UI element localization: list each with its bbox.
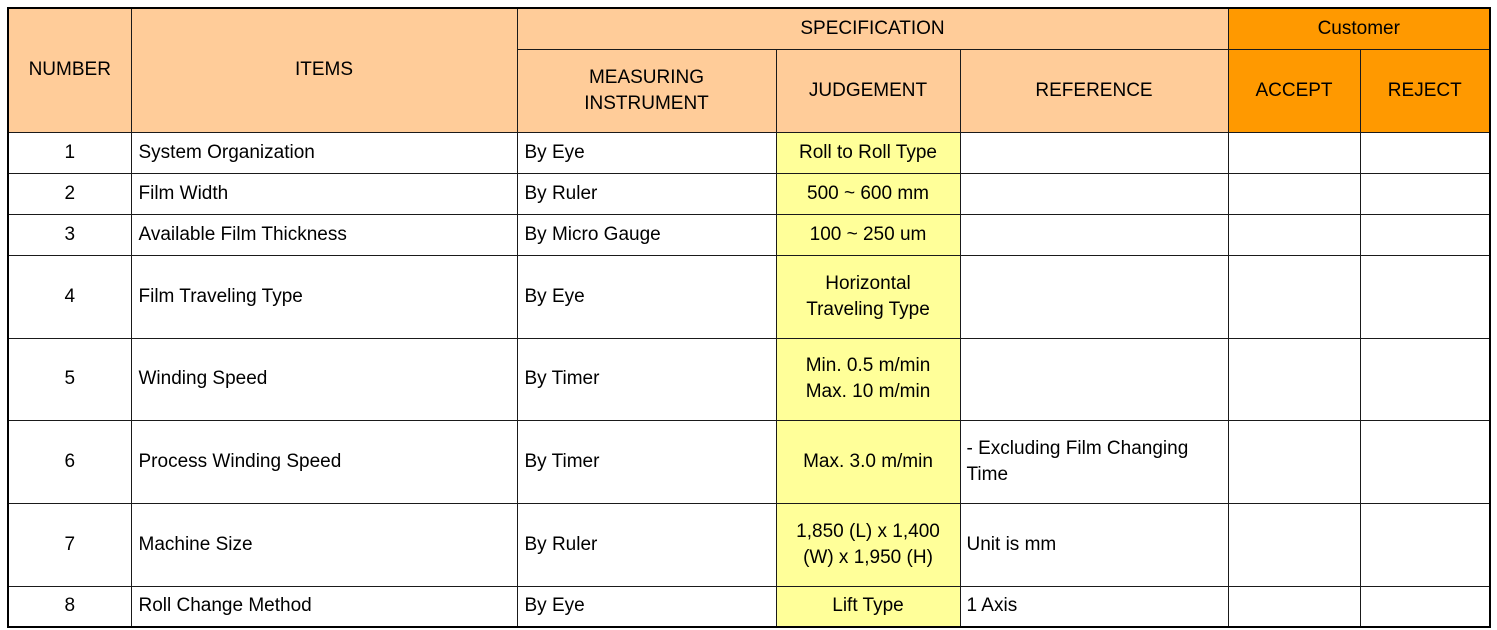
accept-checkbox-cell[interactable]	[1228, 420, 1360, 503]
judgement-line: 100 ~ 250 um	[809, 223, 927, 245]
accept-checkbox-cell[interactable]	[1228, 214, 1360, 255]
table-body	[8, 132, 1490, 627]
row-judgement	[776, 503, 960, 586]
reference-line: - Excluding Film Changing	[966, 437, 1189, 459]
judgement-line: 1,850 (L) x 1,400	[796, 520, 940, 542]
table-header	[8, 8, 1490, 132]
row-item: Available Film Thickness	[131, 214, 517, 255]
judgement-line: 500 ~ 600 mm	[807, 182, 929, 204]
row-reference	[960, 173, 1228, 214]
header-reject: REJECT	[1360, 49, 1490, 132]
judgement-line: (W) x 1,950 (H)	[803, 546, 933, 568]
judgement-line: Traveling Type	[806, 298, 930, 320]
inspection-spec-table	[7, 7, 1491, 628]
judgement-line: Lift Type	[832, 595, 904, 617]
accept-checkbox-cell[interactable]	[1228, 132, 1360, 173]
reject-checkbox-cell[interactable]	[1360, 338, 1490, 420]
row-judgement	[776, 586, 960, 627]
row-item: Process Winding Speed	[131, 420, 517, 503]
row-number: 8	[8, 586, 131, 627]
row-number: 5	[8, 338, 131, 420]
accept-checkbox-cell[interactable]	[1228, 173, 1360, 214]
header-measuring-line-2: INSTRUMENT	[584, 92, 709, 114]
row-item: Machine Size	[131, 503, 517, 586]
accept-checkbox-cell[interactable]	[1228, 586, 1360, 627]
row-judgement	[776, 338, 960, 420]
row-reference	[960, 503, 1228, 586]
reject-checkbox-cell[interactable]	[1360, 214, 1490, 255]
row-item: Film Traveling Type	[131, 255, 517, 338]
reject-checkbox-cell[interactable]	[1360, 586, 1490, 627]
row-reference	[960, 214, 1228, 255]
row-reference	[960, 420, 1228, 503]
reject-checkbox-cell[interactable]	[1360, 420, 1490, 503]
header-judgement: JUDGEMENT	[776, 49, 960, 132]
header-number: NUMBER	[8, 8, 131, 132]
accept-checkbox-cell[interactable]	[1228, 255, 1360, 338]
row-judgement	[776, 214, 960, 255]
table-row	[8, 214, 1490, 255]
reject-checkbox-cell[interactable]	[1360, 255, 1490, 338]
row-instrument: By Micro Gauge	[517, 214, 776, 255]
reject-checkbox-cell[interactable]	[1360, 173, 1490, 214]
table-row	[8, 420, 1490, 503]
row-reference	[960, 132, 1228, 173]
row-number: 4	[8, 255, 131, 338]
row-number: 1	[8, 132, 131, 173]
row-instrument: By Ruler	[517, 173, 776, 214]
row-item: Winding Speed	[131, 338, 517, 420]
judgement-line: Max. 10 m/min	[805, 381, 931, 402]
table-row	[8, 338, 1490, 420]
judgement-line: Roll to Roll Type	[799, 141, 937, 163]
row-judgement	[776, 173, 960, 214]
reject-checkbox-cell[interactable]	[1360, 503, 1490, 586]
row-instrument: By Eye	[517, 255, 776, 338]
reject-checkbox-cell[interactable]	[1360, 132, 1490, 173]
table-row	[8, 503, 1490, 586]
table-row	[8, 255, 1490, 338]
header-measuring-line-1: MEASURING	[588, 66, 705, 88]
accept-checkbox-cell[interactable]	[1228, 503, 1360, 586]
header-measuring-instrument	[517, 49, 776, 132]
row-item: Film Width	[131, 173, 517, 214]
row-reference	[960, 586, 1228, 627]
header-customer: Customer	[1228, 8, 1490, 49]
row-judgement	[776, 420, 960, 503]
row-instrument: By Timer	[517, 420, 776, 503]
row-instrument: By Timer	[517, 338, 776, 420]
row-judgement	[776, 255, 960, 338]
row-number: 3	[8, 214, 131, 255]
table-row	[8, 586, 1490, 627]
row-instrument: By Eye	[517, 132, 776, 173]
table-row	[8, 132, 1490, 173]
judgement-line: Min. 0.5 m/min	[805, 355, 931, 376]
reference-line: 1 Axis	[966, 595, 1018, 617]
row-instrument: By Eye	[517, 586, 776, 627]
header-reference: REFERENCE	[960, 49, 1228, 132]
row-reference	[960, 338, 1228, 420]
row-instrument: By Ruler	[517, 503, 776, 586]
row-number: 7	[8, 503, 131, 586]
judgement-line: Horizontal	[825, 272, 911, 294]
reference-line: Unit is mm	[966, 533, 1057, 555]
row-item: Roll Change Method	[131, 586, 517, 627]
row-judgement	[776, 132, 960, 173]
row-item: System Organization	[131, 132, 517, 173]
accept-checkbox-cell[interactable]	[1228, 338, 1360, 420]
row-number: 2	[8, 173, 131, 214]
header-items: ITEMS	[131, 8, 517, 132]
row-number: 6	[8, 420, 131, 503]
reference-line: Time	[966, 463, 1009, 485]
table-row	[8, 173, 1490, 214]
judgement-line: Max. 3.0 m/min	[803, 450, 933, 472]
row-reference	[960, 255, 1228, 338]
header-accept: ACCEPT	[1228, 49, 1360, 132]
header-specification: SPECIFICATION	[517, 8, 1228, 49]
